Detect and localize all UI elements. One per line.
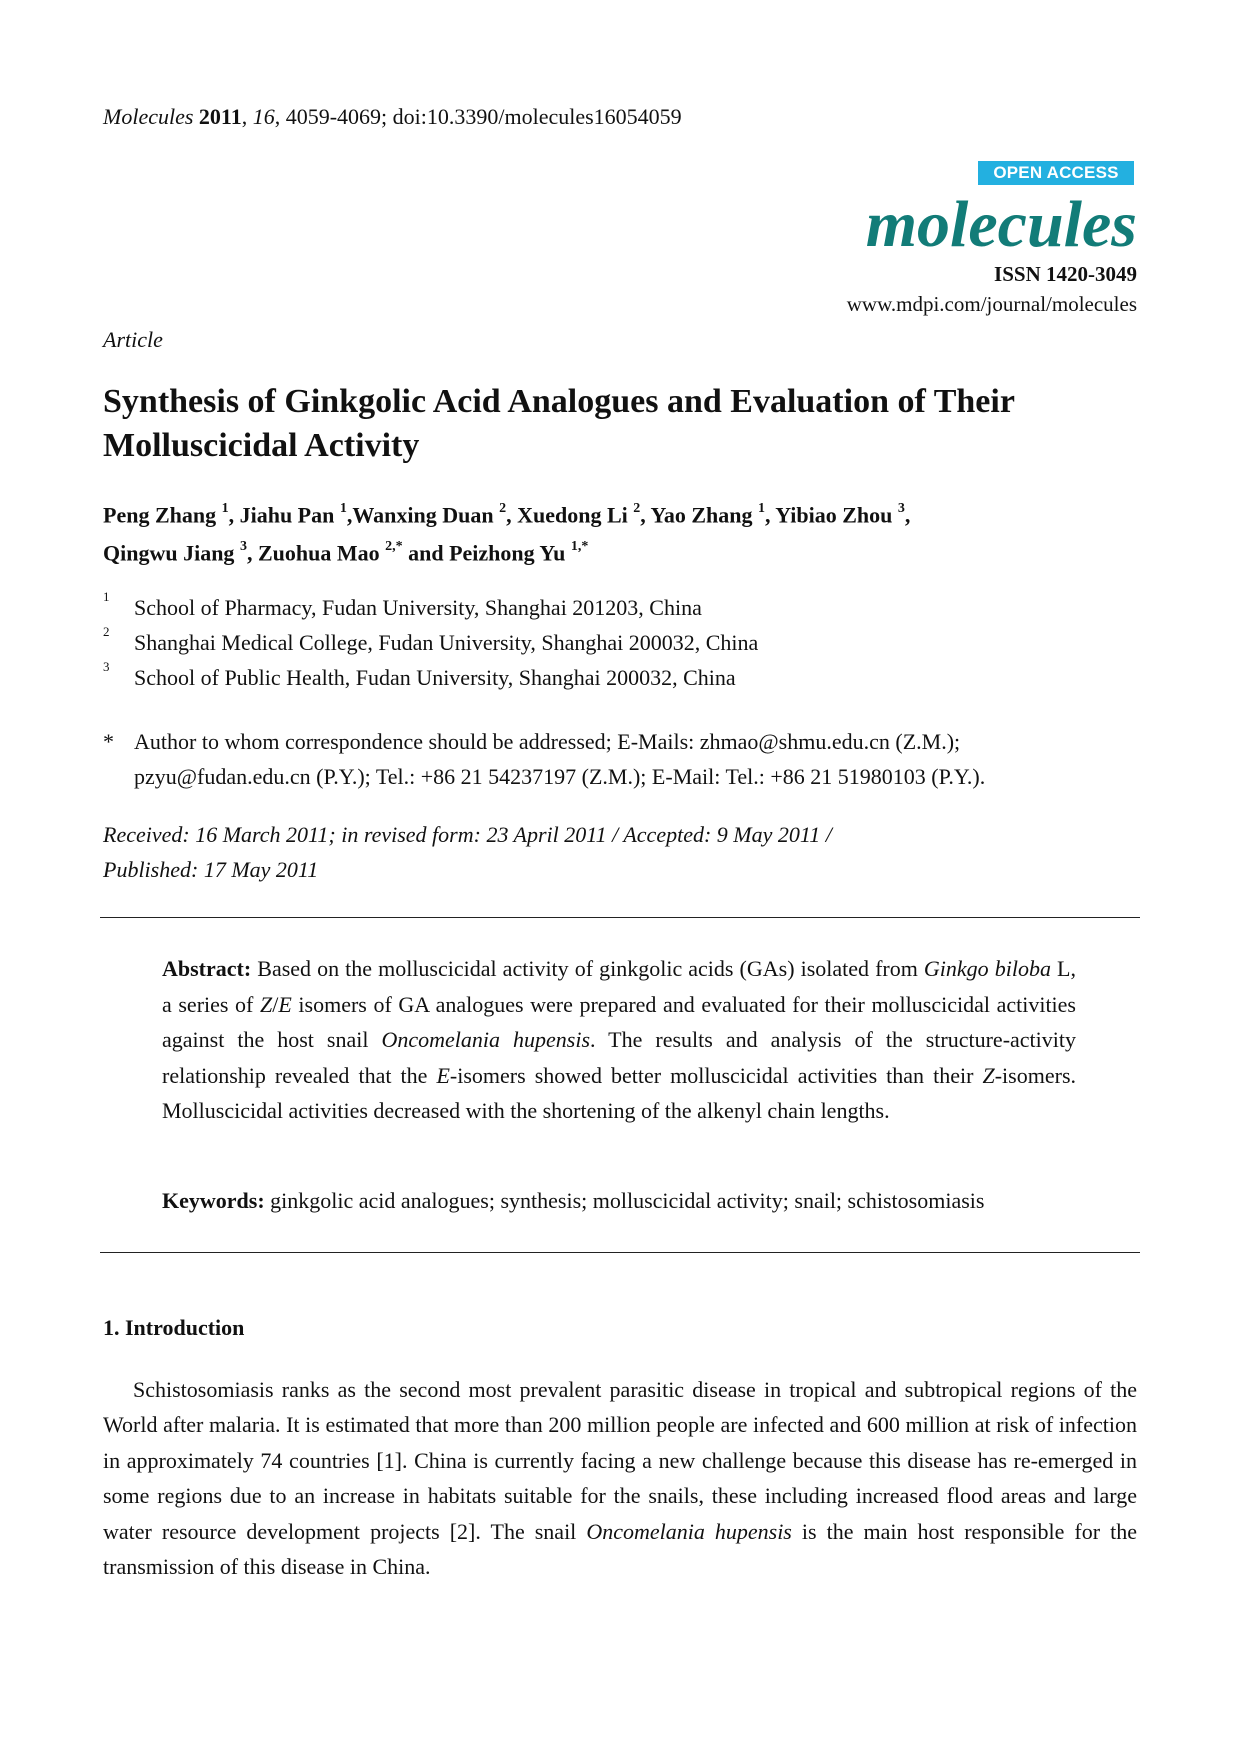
author-name: Xuedong Li (517, 502, 628, 528)
divider (100, 917, 1140, 918)
author-affil: 2,* (385, 539, 403, 555)
author-affil: 1,* (570, 539, 589, 555)
journal-logo: molecules (865, 188, 1137, 261)
author-affil: 3 (239, 539, 247, 555)
author-name: Wanxing Duan (352, 502, 494, 528)
abstract-text: . The results and analysis of the structure-activity relationship revealed that the (162, 1027, 1076, 1088)
abstract-text: L, a series of (162, 956, 1076, 1017)
abstract (162, 951, 1076, 1129)
abstract-italic: Z (260, 991, 273, 1017)
abstract-italic: Oncomelania hupensis (381, 1027, 591, 1052)
author-affil: 1 (758, 501, 766, 516)
abstract-italic: E (436, 1062, 450, 1088)
author-name: Peizhong Yu (449, 540, 566, 566)
author-affil: 2 (499, 501, 507, 516)
intro-text: Schistosomiasis ranks as the second most prevalent parasitic disease in tropical and subtropical regions of the World after malaria. It is estimated that more than 200 million people are infected and 600 million at risk of infection in approximately 74 countries [1]. China is currently facing a new challenge because this disease has re-emerged in some regions due to an increase in habitats suitable for the snails, these including increased flood areas and large water resource development projects [2]. The snail (103, 1377, 1137, 1544)
abstract-italic: Z (982, 1062, 995, 1088)
citation-year: 2011 (198, 104, 242, 129)
title-line-1: Synthesis of Ginkgolic Acid Analogues and Evaluation of Their (103, 383, 1015, 420)
abstract-text: -isomers showed better molluscicidal activities than their (449, 1062, 983, 1088)
journal-website[interactable]: www.mdpi.com/journal/molecules (846, 292, 1137, 316)
author-name: Peng Zhang (103, 502, 217, 528)
intro-paragraph (103, 1372, 1137, 1584)
author-affil: 2 (633, 501, 641, 516)
section-heading: 1. Introduction (103, 1315, 245, 1340)
correspondence-text (134, 724, 985, 794)
issn: ISSN 1420-3049 (994, 262, 1137, 286)
author-affil: 3 (897, 501, 905, 516)
author-line-2: Qingwu Jiang $^3$, Zuohua Mao $^{2,*}$ and Peizhong Yu $^{1,*}$ (103, 539, 589, 566)
affiliation-text: School of Public Health, Fudan University, Shanghai 200032, China (134, 665, 736, 690)
affiliation-number: 2 (103, 624, 110, 639)
abstract-text: / (272, 991, 279, 1017)
correspondence-star: * (103, 729, 114, 754)
author-name: Yao Zhang (650, 502, 753, 528)
intro-italic: Oncomelania hupensis (586, 1518, 792, 1544)
author-name: Qingwu Jiang (103, 540, 235, 566)
abstract-label: Abstract: (162, 956, 252, 981)
divider (100, 1252, 1140, 1253)
author-affil: 1 (221, 501, 229, 516)
citation-journal: Molecules (103, 104, 194, 129)
dates-line-2: Published: 17 May 2011 (103, 857, 319, 882)
correspondence-line-2: pzyu@fudan.edu.cn (P.Y.); Tel.: +86 21 54237197 (Z.M.); E-Mail: Tel.: +86 21 51980103 (P.Y.). (134, 764, 986, 789)
citation-line: Molecules 2011, 16, 4059-4069; doi:10.3390/molecules16054059 (103, 104, 682, 129)
abstract-italic: Ginkgo biloba (923, 956, 1051, 981)
author-list (103, 494, 1143, 571)
paper-title (103, 380, 1143, 468)
keywords-label: Keywords: (162, 1188, 265, 1213)
article-type: Article (103, 327, 163, 352)
abstract-text: Based on the molluscicidal activity of ginkgolic acids (GAs) isolated from (251, 956, 924, 981)
affiliation-text: School of Pharmacy, Fudan University, Shanghai 201203, China (134, 595, 702, 620)
dates-line-1: Received: 16 March 2011; in revised form: 23 April 2011 / Accepted: 9 May 2011 / (103, 822, 832, 847)
author-name: Jiahu Pan (239, 502, 335, 528)
abstract-text: isomers of GA analogues were prepared and evaluated for their molluscicidal activities against the host snail (162, 991, 1076, 1052)
citation-doi: , 4059-4069; doi:10.3390/molecules16054059 (274, 104, 682, 129)
author-conjunction: and (408, 540, 444, 566)
publication-dates (103, 817, 832, 887)
correspondence-line-1: Author to whom correspondence should be addressed; E-Mails: zhmao@shmu.edu.cn (Z.M.); (134, 729, 961, 754)
author-name: Yibiao Zhou (775, 502, 893, 528)
affiliation-number: 1 (103, 589, 110, 604)
keywords (162, 1188, 1076, 1214)
title-line-2: Molluscicidal Activity (103, 427, 420, 464)
author-line-1: Peng Zhang $^1$, Jiahu Pan $^1$,Wanxing Duan $^2$, Xuedong Li $^2$, Yao Zhang $^1$, Yibiao Zhou $^3$, (103, 501, 911, 528)
abstract-italic: E (278, 991, 292, 1017)
open-access-badge: OPEN ACCESS (978, 161, 1134, 185)
citation-volume: 16 (252, 104, 275, 129)
intro-text: is the main host responsible for the transmission of this disease in China. (103, 1518, 1137, 1580)
author-name: Zuohua Mao (257, 540, 380, 566)
keywords-text: ginkgolic acid analogues; synthesis; molluscicidal activity; snail; schistosomiasis (264, 1188, 985, 1213)
affiliation-number: 3 (103, 659, 110, 674)
affiliation-text: Shanghai Medical College, Fudan University, Shanghai 200032, China (134, 630, 759, 655)
abstract-text: -isomers. Molluscicidal activities decreased with the shortening of the alkenyl chain lengths. (162, 1062, 1076, 1123)
author-affil: 1 (339, 501, 347, 516)
